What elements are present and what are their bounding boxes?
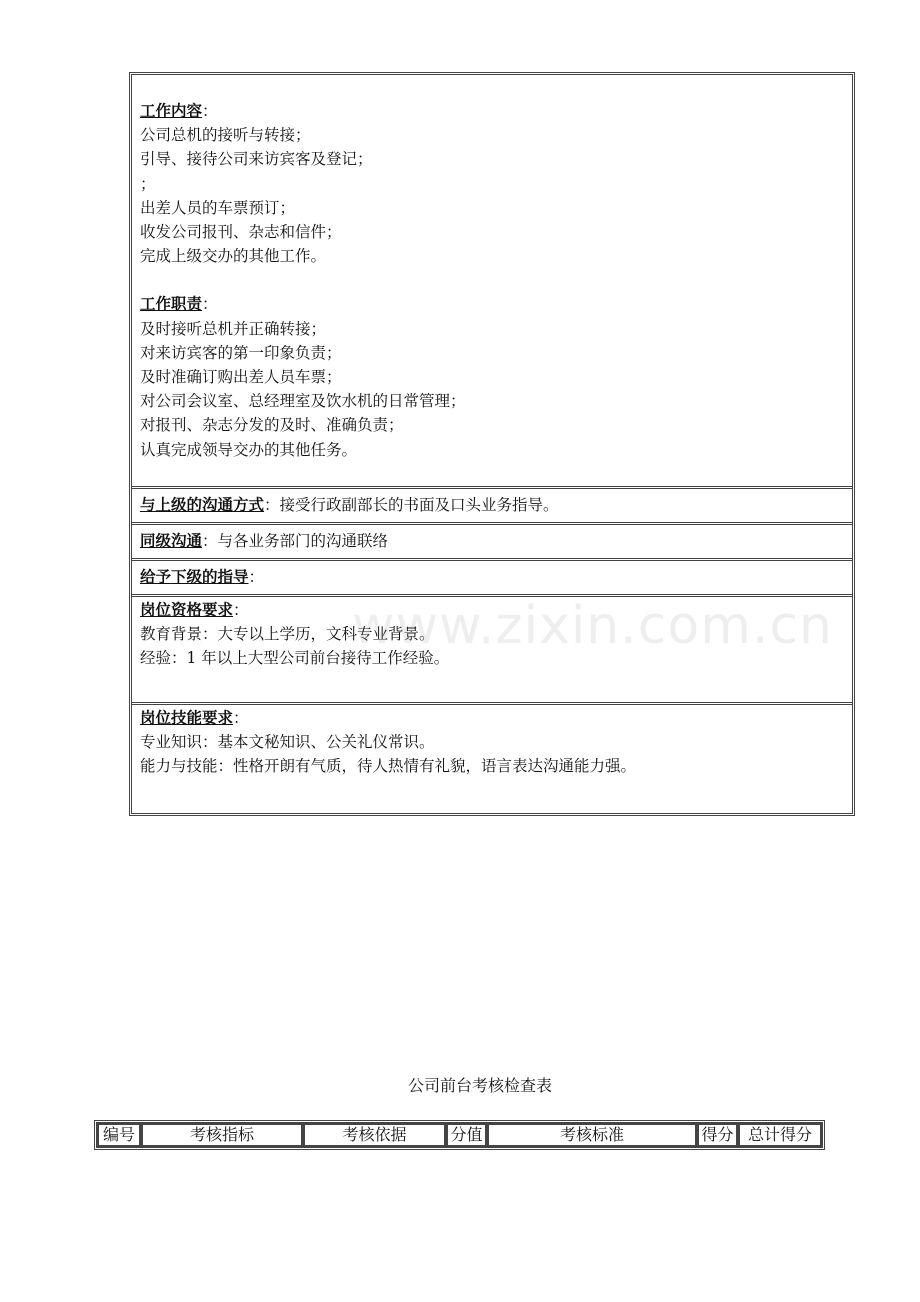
responsibilities-heading: 工作职责： bbox=[140, 294, 218, 314]
peer-communication-cell: 同级沟通：与各业务部门的沟通联络 bbox=[132, 525, 852, 561]
qualifications-cell bbox=[132, 597, 852, 705]
skill-line: 专业知识：基本文秘知识、公关礼仪常识。 bbox=[140, 733, 435, 752]
responsibility-line: 及时准确订购出差人员车票； bbox=[140, 368, 342, 387]
qualifications-heading: 岗位资格要求： bbox=[140, 600, 249, 619]
work-content-line: ； bbox=[140, 174, 156, 193]
work-content-cell bbox=[132, 75, 852, 489]
superior-communication-label: 与上级的沟通方式 bbox=[140, 495, 265, 514]
peer-communication-label: 同级沟通 bbox=[140, 531, 203, 550]
check-table-header-row bbox=[97, 1123, 822, 1147]
work-content-label: 工作内容 bbox=[140, 101, 203, 120]
skills-cell bbox=[132, 705, 852, 813]
responsibility-line: 对来访宾客的第一印象负责； bbox=[140, 343, 342, 362]
work-content-line: 公司总机的接听与转接； bbox=[140, 126, 311, 145]
superior-communication-cell: 与上级的沟通方式：接受行政副部长的书面及口头业务指导。 bbox=[132, 489, 852, 525]
skills-label: 岗位技能要求 bbox=[140, 708, 234, 727]
check-table bbox=[94, 1120, 825, 1150]
responsibility-line: 认真完成领导交办的其他任务。 bbox=[140, 440, 358, 459]
responsibility-line: 对公司会议室、总经理室及饮水机的日常管理； bbox=[140, 392, 466, 411]
subordinate-guidance-cell: 给予下级的指导： bbox=[132, 561, 852, 597]
responsibility-line: 及时接听总机并正确转接； bbox=[140, 319, 327, 338]
subordinate-guidance-label: 给予下级的指导 bbox=[140, 567, 249, 586]
header-basis: 考核依据 bbox=[303, 1123, 446, 1147]
header-indicator: 考核指标 bbox=[141, 1123, 303, 1147]
work-content-line: 引导、接待公司来访宾客及登记； bbox=[140, 150, 373, 169]
watermark: www.zixin.com.cn bbox=[352, 596, 833, 656]
qualification-line: 教育背景：大专以上学历，文科专业背景。 bbox=[140, 625, 435, 644]
responsibility-line: 对报刊、杂志分发的及时、准确负责； bbox=[140, 416, 404, 435]
header-points: 分值 bbox=[446, 1123, 487, 1147]
peer-communication-text: 与各业务部门的沟通联络 bbox=[217, 532, 389, 550]
skills-heading: 岗位技能要求： bbox=[140, 708, 249, 727]
qualification-line: 经验：1 年以上大型公司前台接待工作经验。 bbox=[140, 649, 450, 668]
check-table-title: 公司前台考核检查表 bbox=[407, 1076, 552, 1095]
work-content-line: 出差人员的车票预订； bbox=[140, 198, 296, 217]
superior-communication-text: 接受行政副部长的书面及口头业务指导。 bbox=[279, 496, 559, 514]
header-id: 编号 bbox=[97, 1123, 141, 1147]
job-description-table bbox=[129, 72, 855, 816]
header-total-score: 总计得分 bbox=[738, 1123, 822, 1147]
header-score: 得分 bbox=[697, 1123, 738, 1147]
qualifications-label: 岗位资格要求 bbox=[140, 600, 234, 619]
responsibilities-label: 工作职责 bbox=[140, 294, 203, 314]
header-standard: 考核标准 bbox=[487, 1123, 697, 1147]
work-content-line: 完成上级交办的其他工作。 bbox=[140, 247, 327, 266]
work-content-heading: 工作内容： bbox=[140, 101, 218, 120]
work-content-line: 收发公司报刊、杂志和信件； bbox=[140, 223, 342, 242]
skill-line: 能力与技能：性格开朗有气质，待人热情有礼貌，语言表达沟通能力强。 bbox=[140, 757, 637, 776]
